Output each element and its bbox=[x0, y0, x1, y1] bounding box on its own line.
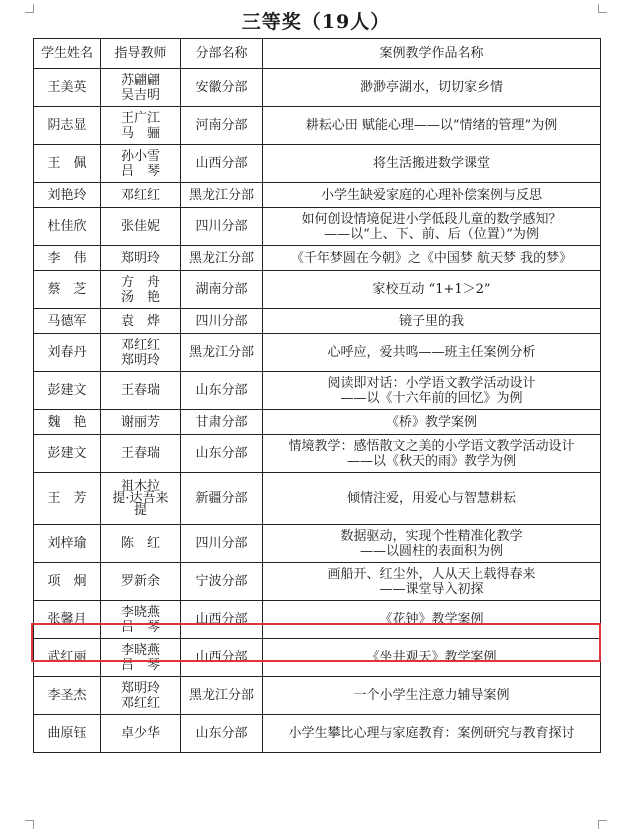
teacher-name: 提 bbox=[133, 502, 147, 518]
branch-cell: 新疆分部 bbox=[181, 473, 263, 525]
branch-cell: 四川分部 bbox=[181, 208, 263, 246]
work-title-line: 数据驱动，实现个性精准化教学 bbox=[340, 528, 523, 544]
table-row bbox=[34, 69, 601, 107]
student-name-cell: 曲原钰 bbox=[34, 715, 101, 753]
teacher-name: 吕 琴 bbox=[120, 657, 160, 673]
table-header-row bbox=[34, 39, 601, 69]
teacher-cell bbox=[101, 107, 181, 145]
student-name-cell: 马德军 bbox=[34, 309, 101, 334]
teacher-name: 方 舟 bbox=[120, 274, 160, 290]
student-name-cell: 刘梓瑜 bbox=[34, 525, 101, 563]
table-row bbox=[34, 677, 601, 715]
table-row bbox=[34, 334, 601, 372]
work-title-line: 渺渺亭湖水，切切家乡情 bbox=[359, 80, 503, 95]
teacher-cell bbox=[101, 271, 181, 309]
work-title-cell bbox=[263, 145, 601, 183]
header-branch: 分部名称 bbox=[181, 39, 263, 69]
work-title-line: 情境教学：感悟散文之美的小学语文教学活动设计 bbox=[288, 438, 575, 454]
teacher-name: 苏翩翩 bbox=[120, 72, 160, 88]
work-title-line: ——以“上、下、前、后（位置）”为例 bbox=[324, 226, 539, 242]
student-name-cell: 阴志显 bbox=[34, 107, 101, 145]
branch-cell: 黑龙江分部 bbox=[181, 677, 263, 715]
table-row bbox=[34, 271, 601, 309]
work-title-cell bbox=[263, 677, 601, 715]
table-row bbox=[34, 208, 601, 246]
branch-cell: 河南分部 bbox=[181, 107, 263, 145]
work-title-line: 《千年梦圆在今朝》之《中国梦 航天梦 我的梦》 bbox=[290, 250, 573, 266]
teacher-name: 李晓燕 bbox=[120, 642, 160, 658]
student-name-cell: 刘艳玲 bbox=[34, 183, 101, 208]
student-name-cell: 魏 艳 bbox=[34, 410, 101, 435]
table-row bbox=[34, 601, 601, 639]
work-title-line: 小学生缺爱家庭的心理补偿案例与反思 bbox=[320, 187, 542, 203]
table-row bbox=[34, 107, 601, 145]
student-name-cell: 杜佳欣 bbox=[34, 208, 101, 246]
teacher-cell bbox=[101, 563, 181, 601]
crop-mark-bottom-right bbox=[598, 820, 607, 829]
teacher-name: 马 骊 bbox=[120, 125, 160, 141]
student-name-cell: 王 芳 bbox=[34, 473, 101, 525]
branch-cell: 山西分部 bbox=[181, 601, 263, 639]
student-name-cell: 项 炯 bbox=[34, 563, 101, 601]
work-title-line: ——课堂导入初探 bbox=[379, 581, 484, 597]
teacher-name: 吕 琴 bbox=[120, 619, 160, 635]
teacher-cell bbox=[101, 145, 181, 183]
table-row bbox=[34, 525, 601, 563]
work-title-line: 倾情注爱，用爱心与智慧耕耘 bbox=[346, 491, 516, 506]
work-title-line: 耕耘心田 赋能心理——以“情绪的管理”为例 bbox=[305, 118, 558, 133]
teacher-name: 邓红红 bbox=[120, 187, 160, 203]
teacher-cell bbox=[101, 525, 181, 563]
work-title-cell bbox=[263, 69, 601, 107]
awards-table-body bbox=[34, 69, 601, 753]
teacher-name: 郑明玲 bbox=[120, 680, 160, 696]
header-teacher: 指导教师 bbox=[101, 39, 181, 69]
work-title-line: 画船开、红尘外，人从天上载得春来 bbox=[327, 566, 536, 582]
teacher-name: 孙小雪 bbox=[120, 148, 160, 164]
table-row bbox=[34, 372, 601, 410]
branch-cell: 四川分部 bbox=[181, 525, 263, 563]
student-name-cell: 王 佩 bbox=[34, 145, 101, 183]
work-title-cell bbox=[263, 208, 601, 246]
work-title-line: 小学生攀比心理与家庭教育：案例研究与教育探讨 bbox=[288, 726, 575, 741]
branch-cell: 湖南分部 bbox=[181, 271, 263, 309]
table-row bbox=[34, 639, 601, 677]
crop-mark-bottom-left bbox=[25, 820, 34, 829]
student-name-cell: 刘春丹 bbox=[34, 334, 101, 372]
work-title-cell bbox=[263, 715, 601, 753]
table-row bbox=[34, 246, 601, 271]
teacher-name: 张佳妮 bbox=[120, 219, 160, 234]
teacher-cell bbox=[101, 715, 181, 753]
work-title-cell bbox=[263, 271, 601, 309]
teacher-cell bbox=[101, 410, 181, 435]
work-title-line: 阅读即对话：小学语文教学活动设计 bbox=[327, 375, 536, 391]
branch-cell: 山东分部 bbox=[181, 435, 263, 473]
work-title-cell bbox=[263, 309, 601, 334]
teacher-name: 汤 艳 bbox=[120, 289, 160, 305]
teacher-name: 郑明玲 bbox=[120, 250, 160, 266]
student-name-cell: 蔡 芝 bbox=[34, 271, 101, 309]
branch-cell: 山东分部 bbox=[181, 372, 263, 410]
work-title-cell bbox=[263, 525, 601, 563]
work-title-line: ——以《十六年前的回忆》为例 bbox=[340, 390, 523, 406]
table-row bbox=[34, 145, 601, 183]
student-name-cell: 彭建文 bbox=[34, 435, 101, 473]
teacher-name: 袁 烨 bbox=[120, 313, 160, 329]
student-name-cell: 张馨月 bbox=[34, 601, 101, 639]
work-title-line: 《桥》教学案例 bbox=[385, 414, 477, 430]
branch-cell: 宁波分部 bbox=[181, 563, 263, 601]
teacher-name: 邓红红 bbox=[120, 337, 160, 353]
branch-cell: 甘肃分部 bbox=[181, 410, 263, 435]
branch-cell: 黑龙江分部 bbox=[181, 183, 263, 208]
teacher-name: 祖木拉 bbox=[120, 478, 160, 494]
header-work: 案例教学作品名称 bbox=[263, 39, 601, 69]
work-title-cell bbox=[263, 246, 601, 271]
teacher-name: 吕 琴 bbox=[120, 163, 160, 179]
teacher-cell bbox=[101, 183, 181, 208]
teacher-cell bbox=[101, 208, 181, 246]
work-title-line: 心呼应，爱共鸣——班主任案例分析 bbox=[327, 345, 536, 360]
teacher-cell bbox=[101, 473, 181, 525]
work-title-cell bbox=[263, 601, 601, 639]
teacher-cell bbox=[101, 639, 181, 677]
work-title-cell bbox=[263, 334, 601, 372]
student-name-cell: 王美英 bbox=[34, 69, 101, 107]
teacher-name: 提·达吾来 bbox=[112, 490, 169, 506]
teacher-cell bbox=[101, 69, 181, 107]
page-title: 三等奖（19人） bbox=[241, 11, 391, 33]
student-name-cell: 李圣杰 bbox=[34, 677, 101, 715]
teacher-name: 卓少华 bbox=[120, 726, 160, 741]
work-title-cell bbox=[263, 410, 601, 435]
teacher-name: 谢丽芳 bbox=[120, 414, 160, 430]
table-row bbox=[34, 435, 601, 473]
table-row bbox=[34, 715, 601, 753]
work-title-line: 《花钟》教学案例 bbox=[379, 612, 484, 627]
work-title-line: 将生活搬进数学课堂 bbox=[372, 156, 490, 171]
teacher-name: 王春瑞 bbox=[120, 446, 160, 461]
branch-cell: 山西分部 bbox=[181, 639, 263, 677]
teacher-name: 郑明玲 bbox=[120, 352, 160, 368]
work-title-cell bbox=[263, 473, 601, 525]
teacher-name: 邓红红 bbox=[120, 695, 160, 711]
table-row bbox=[34, 309, 601, 334]
work-title-cell bbox=[263, 563, 601, 601]
work-title-line: ——以《秋天的雨》教学为例 bbox=[346, 453, 516, 469]
branch-cell: 山西分部 bbox=[181, 145, 263, 183]
work-title-line: ——以圆柱的表面积为例 bbox=[359, 543, 503, 559]
branch-cell: 黑龙江分部 bbox=[181, 246, 263, 271]
table-row bbox=[34, 563, 601, 601]
teacher-cell bbox=[101, 334, 181, 372]
table-row bbox=[34, 473, 601, 525]
teacher-cell bbox=[101, 372, 181, 410]
branch-cell: 四川分部 bbox=[181, 309, 263, 334]
teacher-name: 王广江 bbox=[120, 110, 160, 126]
work-title-cell bbox=[263, 639, 601, 677]
teacher-cell bbox=[101, 677, 181, 715]
work-title-line: 家校互动 “1+1＞2” bbox=[372, 282, 491, 297]
teacher-name: 罗新余 bbox=[120, 574, 160, 589]
teacher-name: 陈 红 bbox=[120, 536, 160, 551]
teacher-cell bbox=[101, 435, 181, 473]
work-title-line: 镜子里的我 bbox=[398, 313, 464, 329]
branch-cell: 黑龙江分部 bbox=[181, 334, 263, 372]
work-title-line: 如何创设情境促进小学低段儿童的数学感知？ bbox=[301, 211, 562, 227]
branch-cell: 安徽分部 bbox=[181, 69, 263, 107]
teacher-name: 吴吉明 bbox=[120, 87, 160, 103]
teacher-cell bbox=[101, 246, 181, 271]
teacher-name: 王春瑞 bbox=[120, 383, 160, 398]
branch-cell: 山东分部 bbox=[181, 715, 263, 753]
teacher-cell bbox=[101, 601, 181, 639]
header-student: 学生姓名 bbox=[34, 39, 101, 69]
table-row bbox=[34, 183, 601, 208]
teacher-name: 李晓燕 bbox=[120, 604, 160, 620]
work-title-line: 一个小学生注意力辅导案例 bbox=[353, 688, 510, 703]
work-title-line: 《坐井观天》教学案例 bbox=[366, 650, 497, 665]
student-name-cell: 彭建文 bbox=[34, 372, 101, 410]
work-title-cell bbox=[263, 372, 601, 410]
student-name-cell: 武红丽 bbox=[34, 639, 101, 677]
work-title-cell bbox=[263, 183, 601, 208]
table-row bbox=[34, 410, 601, 435]
student-name-cell: 李 伟 bbox=[34, 246, 101, 271]
teacher-cell bbox=[101, 309, 181, 334]
awards-table bbox=[33, 38, 601, 753]
work-title-cell bbox=[263, 435, 601, 473]
work-title-cell bbox=[263, 107, 601, 145]
